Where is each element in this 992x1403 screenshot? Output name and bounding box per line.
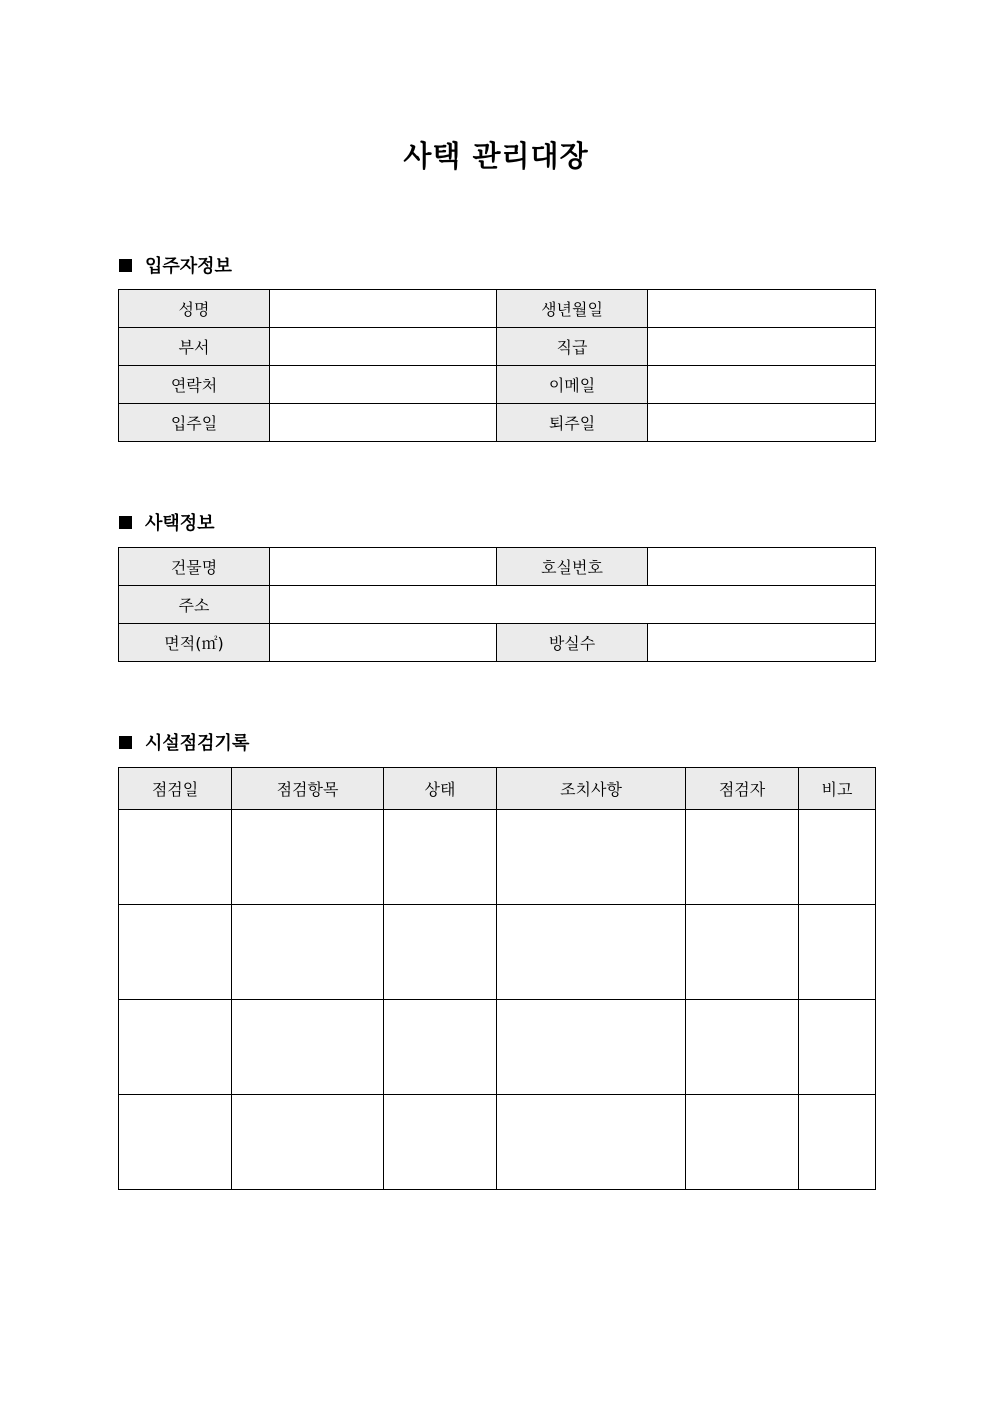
position-field[interactable] [648,328,876,366]
remarks-cell[interactable] [799,1000,876,1095]
inspector-cell[interactable] [686,1000,799,1095]
tenant-row [119,328,876,366]
tenant-section-heading [119,253,232,277]
tenant-section-title: 입주자정보 [145,256,232,277]
email-label: 이메일 [497,366,648,404]
table-row [119,1000,876,1095]
house-section-title: 사택정보 [145,513,215,534]
inspection-section-heading [119,730,249,754]
tenant-info-table [118,289,876,442]
column-header-remarks: 비고 [799,768,876,810]
inspection-date-cell[interactable] [119,1000,232,1095]
birthdate-field[interactable] [648,290,876,328]
action-taken-cell[interactable] [497,905,686,1000]
square-bullet-icon [119,259,132,272]
inspection-item-cell[interactable] [232,905,384,1000]
department-label: 부서 [119,328,270,366]
table-row [119,810,876,905]
move-out-date-label: 퇴주일 [497,404,648,442]
square-bullet-icon [119,516,132,529]
action-taken-cell[interactable] [497,810,686,905]
inspection-records-table [118,767,876,1190]
inspection-date-cell[interactable] [119,905,232,1000]
column-header-action-taken: 조치사항 [497,768,686,810]
address-label: 주소 [119,586,270,624]
remarks-cell[interactable] [799,810,876,905]
room-count-label: 방실수 [497,624,648,662]
column-header-inspector: 점검자 [686,768,799,810]
name-label: 성명 [119,290,270,328]
inspection-item-cell[interactable] [232,1095,384,1190]
tenant-row [119,290,876,328]
inspector-cell[interactable] [686,1095,799,1190]
contact-field[interactable] [270,366,497,404]
house-row [119,586,876,624]
building-name-field[interactable] [270,548,497,586]
tenant-row [119,366,876,404]
status-cell[interactable] [384,1095,497,1190]
column-header-inspection-item: 점검항목 [232,768,384,810]
tenant-row [119,404,876,442]
inspection-header-row [119,768,876,810]
area-field[interactable] [270,624,497,662]
inspection-item-cell[interactable] [232,810,384,905]
page-title: 사택 관리대장 [403,139,589,173]
inspection-item-cell[interactable] [232,1000,384,1095]
area-label: 면적(㎡) [119,624,270,662]
move-out-date-field[interactable] [648,404,876,442]
action-taken-cell[interactable] [497,1000,686,1095]
status-cell[interactable] [384,905,497,1000]
contact-label: 연락처 [119,366,270,404]
building-name-label: 건물명 [119,548,270,586]
column-header-inspection-date: 점검일 [119,768,232,810]
address-field[interactable] [270,586,876,624]
status-cell[interactable] [384,810,497,905]
table-row [119,1095,876,1190]
room-number-label: 호실번호 [497,548,648,586]
inspection-date-cell[interactable] [119,1095,232,1190]
position-label: 직급 [497,328,648,366]
name-field[interactable] [270,290,497,328]
column-header-status: 상태 [384,768,497,810]
remarks-cell[interactable] [799,1095,876,1190]
square-bullet-icon [119,736,132,749]
status-cell[interactable] [384,1000,497,1095]
move-in-date-field[interactable] [270,404,497,442]
house-row [119,624,876,662]
inspection-section-title: 시설점검기록 [145,733,250,754]
inspection-date-cell[interactable] [119,810,232,905]
move-in-date-label: 입주일 [119,404,270,442]
email-field[interactable] [648,366,876,404]
house-info-table [118,547,876,662]
birthdate-label: 생년월일 [497,290,648,328]
table-row [119,905,876,1000]
department-field[interactable] [270,328,497,366]
room-number-field[interactable] [648,548,876,586]
house-section-heading [119,510,215,534]
house-row [119,548,876,586]
inspector-cell[interactable] [686,810,799,905]
inspector-cell[interactable] [686,905,799,1000]
remarks-cell[interactable] [799,905,876,1000]
action-taken-cell[interactable] [497,1095,686,1190]
room-count-field[interactable] [648,624,876,662]
